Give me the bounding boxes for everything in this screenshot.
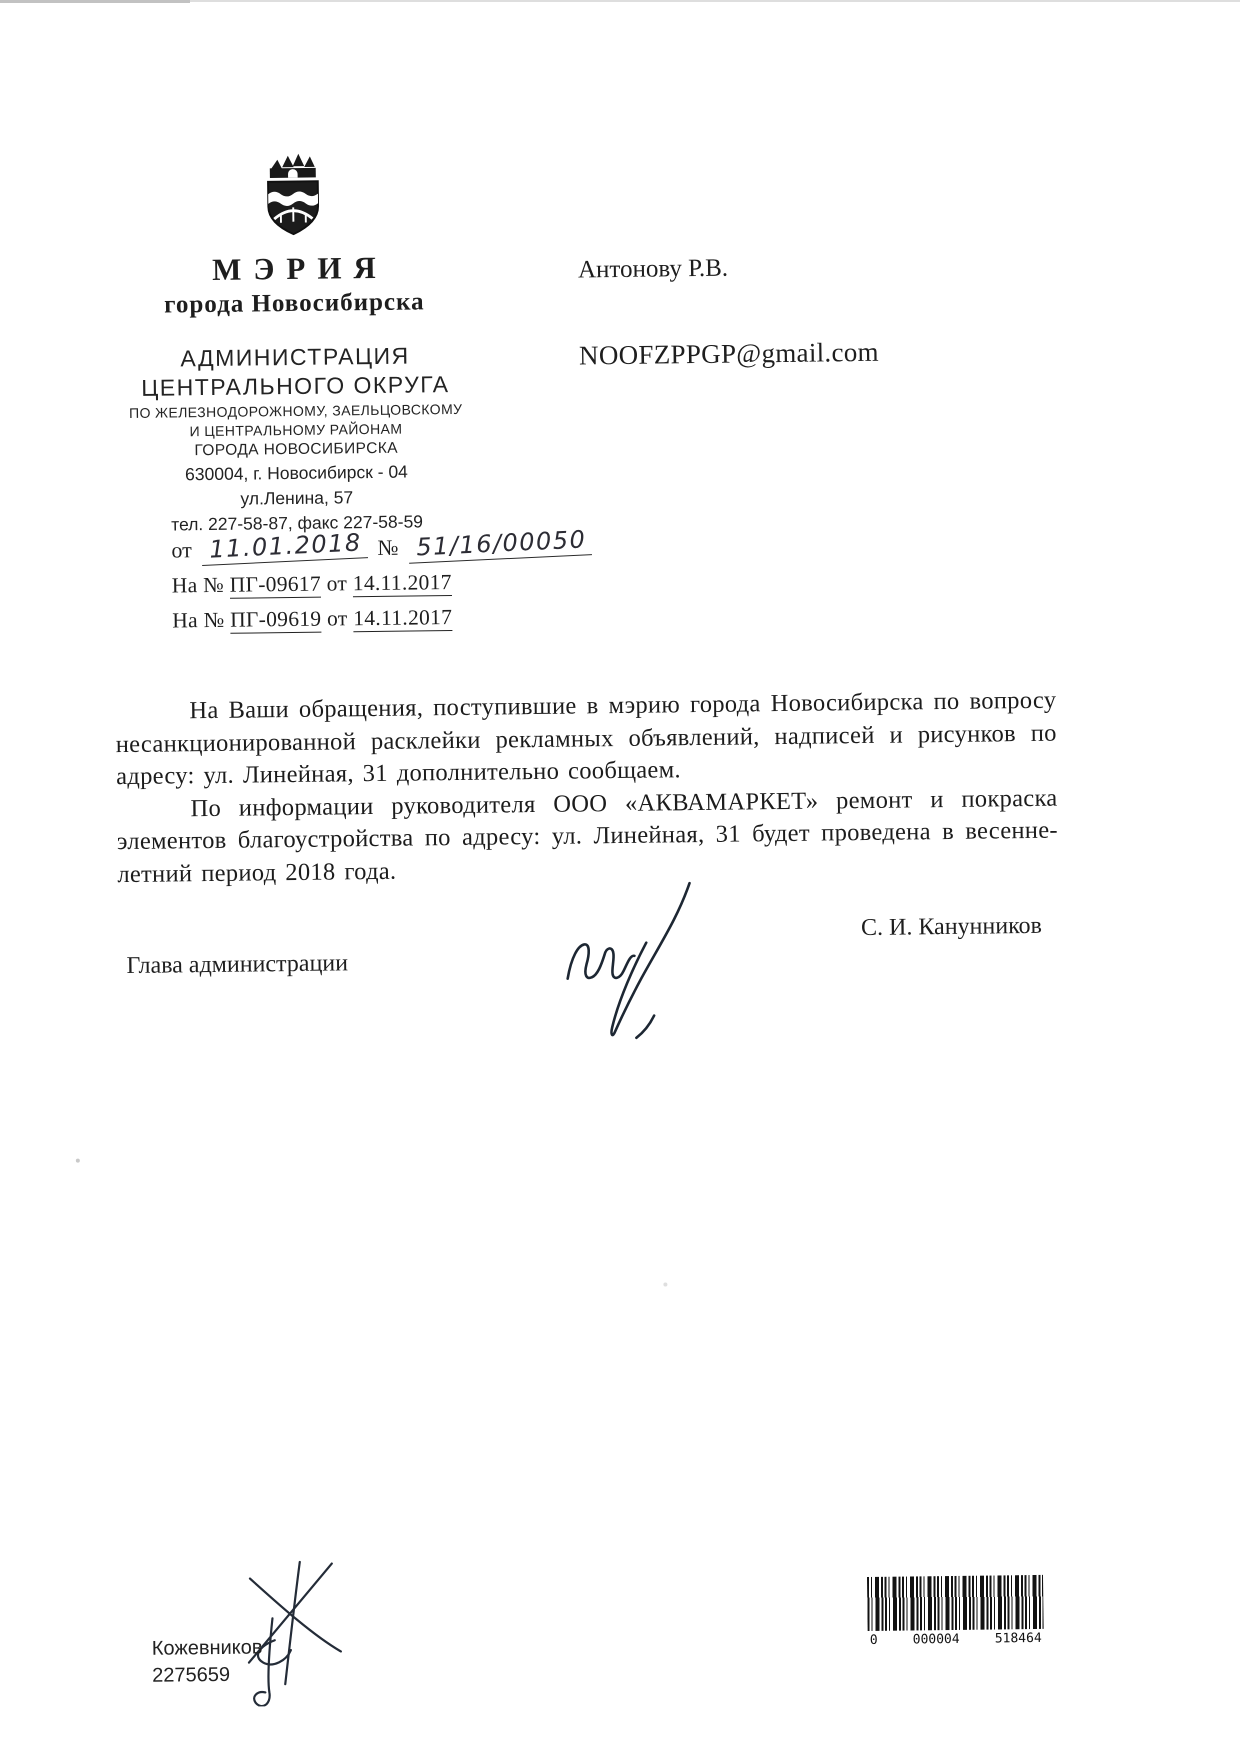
- ref-from-label: от: [326, 571, 348, 596]
- body-paragraph-1: На Ваши обращения, поступившие в мэрию города Новосибирска по вопросу несанкционированной расклейки рекламных объявлений, надписей и рисунков по адресу: ул. Линейная, 31 дополнительно сообщаем.: [115, 686, 1057, 791]
- barcode-digit-first: 0: [869, 1632, 878, 1649]
- ref-date: 14.11.2017: [353, 605, 453, 631]
- executor-name: Кожевников: [151, 1636, 263, 1660]
- org-name-line-1: МЭРИЯ: [211, 249, 389, 287]
- department-line-1: АДМИНИСТРАЦИЯ: [180, 342, 410, 371]
- reference-line-1: [172, 568, 592, 598]
- scan-speck: [663, 1282, 667, 1286]
- ref-prefix: На №: [171, 572, 225, 598]
- from-label: от: [171, 537, 192, 563]
- novosibirsk-coat-of-arms-icon: [245, 149, 342, 243]
- scan-edge-artifact-dark: [0, 0, 190, 3]
- ref-number: ПГ-09617: [229, 571, 322, 597]
- number-label: №: [377, 534, 399, 560]
- ref-prefix: На №: [172, 607, 225, 633]
- postal-address-line: 630004, г. Новосибирск - 04: [184, 461, 408, 484]
- signature-scribble: [538, 877, 740, 1056]
- department-line-2: ЦЕНТРАЛЬНОГО ОКРУГА: [141, 370, 450, 401]
- districts-line-2: И ЦЕНТРАЛЬНОМУ РАЙОНАМ: [189, 420, 403, 439]
- body-paragraph-2: По информации руководителя ООО «АКВАМАРКЕТ» ремонт и покраска элементов благоустройства по адресу: ул. Линейная, 31 будет проведена в весенне-летний период 2018 года.: [116, 784, 1059, 888]
- letterhead: [87, 147, 504, 536]
- street-address-line: ул.Ленина, 57: [240, 486, 354, 509]
- recipient-block: [578, 253, 879, 372]
- ref-number: ПГ-09619: [229, 606, 322, 632]
- org-name-line-2: города Новосибирска: [164, 287, 425, 319]
- districts-line-1: ПО ЖЕЛЕЗНОДОРОЖНОМУ, ЗАЕЛЬЦОВСКОМУ: [128, 400, 463, 421]
- districts-line-3: ГОРОДА НОВОСИБИРСКА: [194, 439, 399, 459]
- signer-name: С. И. Канунников: [860, 912, 1043, 942]
- barcode-bars-icon: [867, 1575, 1044, 1631]
- executor-block: [152, 1634, 263, 1689]
- signer-position: Глава администрации: [126, 950, 349, 980]
- barcode-digit-group2: 518464: [994, 1630, 1042, 1647]
- barcode-digit-group1: 000004: [912, 1631, 960, 1648]
- reference-line-2: [172, 603, 592, 633]
- ref-from-label: от: [326, 606, 348, 631]
- handwritten-outgoing-number: 51/16/00050: [408, 525, 592, 564]
- handwritten-date: 11.01.2018: [201, 528, 368, 566]
- scan-speck: [76, 1159, 80, 1163]
- letter-body: [115, 685, 1058, 891]
- phone-fax-line: тел. 227-58-87, факс 227-58-59: [171, 510, 424, 535]
- ref-date: 14.11.2017: [352, 570, 452, 596]
- outgoing-line: [171, 525, 591, 564]
- barcode: [867, 1575, 1044, 1648]
- executor-phone: 2275659: [152, 1663, 231, 1687]
- recipient-email: NOOFZPPGP@gmail.com: [578, 336, 880, 371]
- reference-block: [171, 525, 592, 633]
- recipient-name: Антонову Р.В.: [577, 254, 729, 284]
- barcode-digits: [868, 1631, 1044, 1648]
